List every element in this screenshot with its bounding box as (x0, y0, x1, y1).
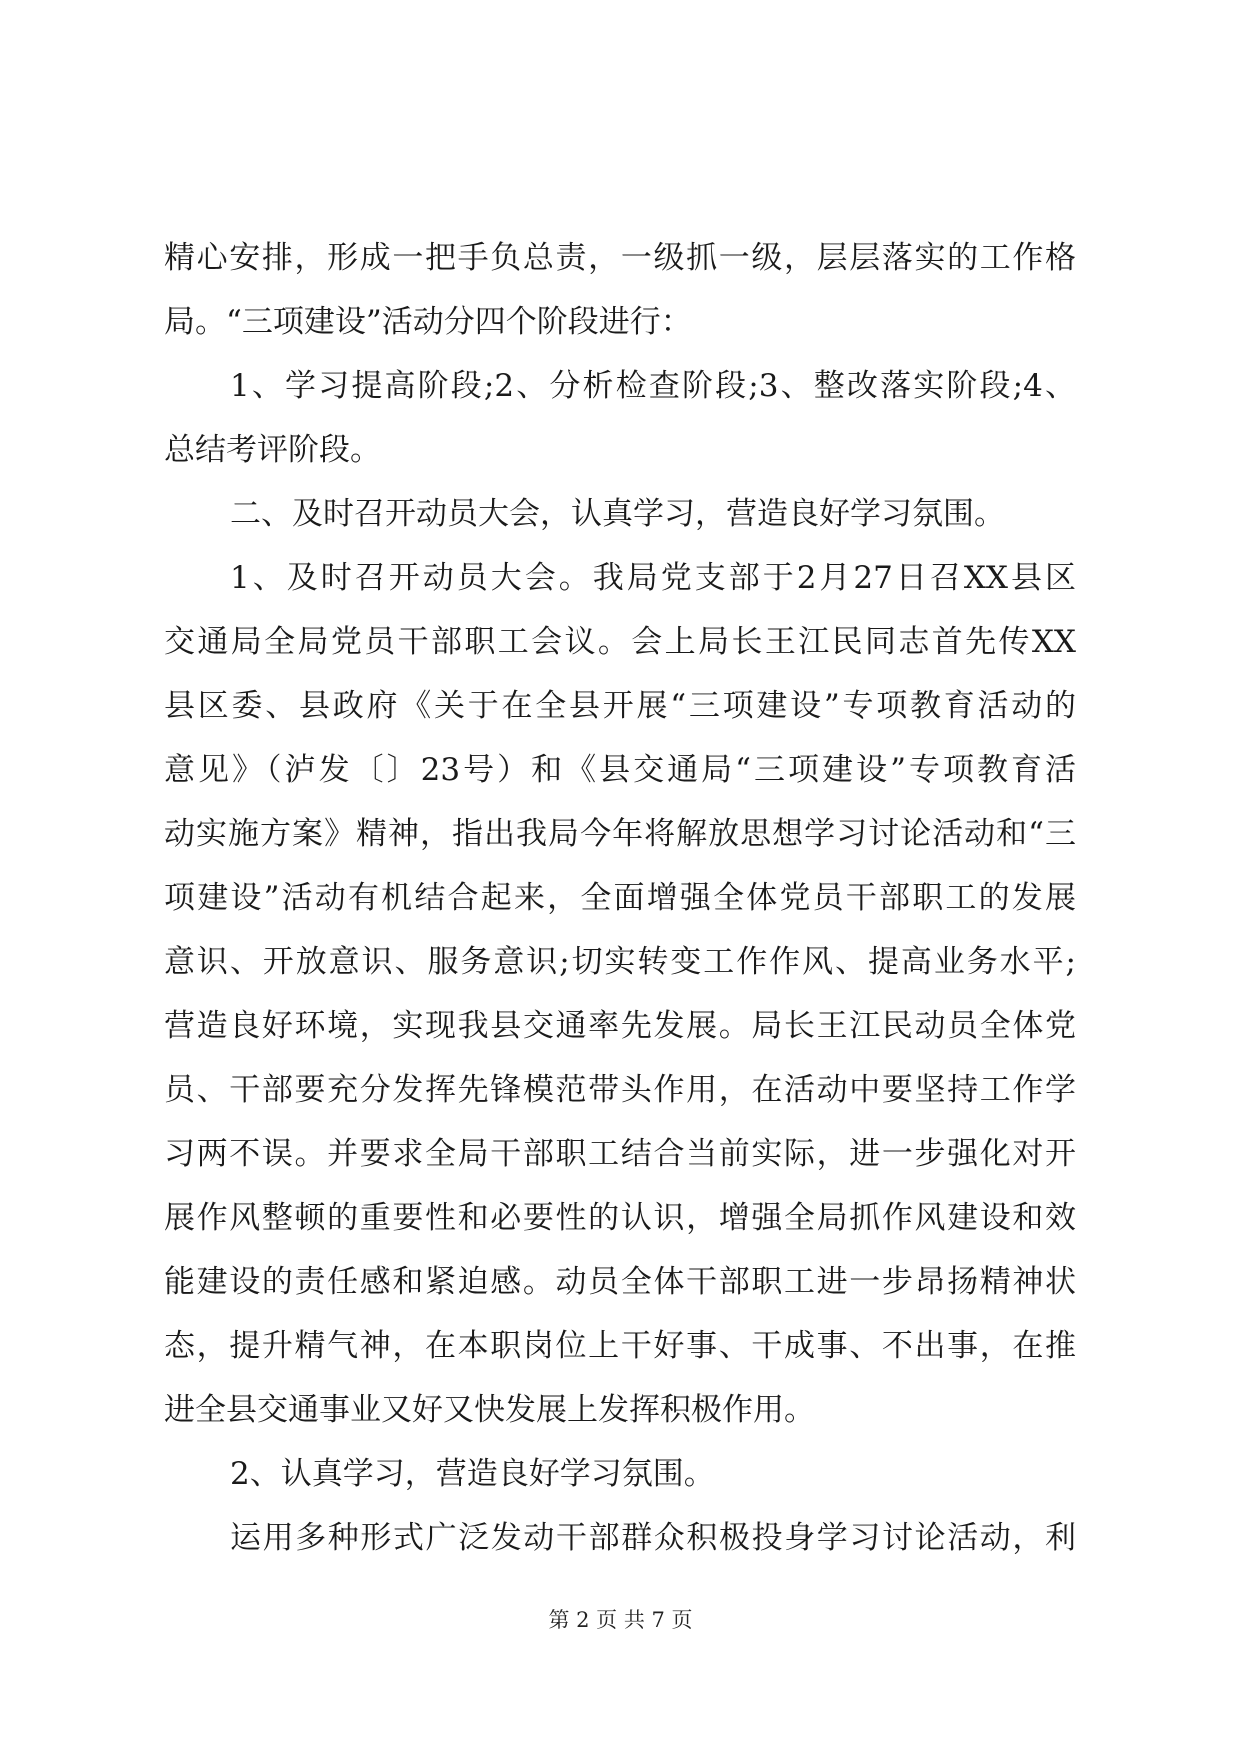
text-line: 1、及时召开动员大会。我局党支部于2月27日召XX县区 (230, 560, 1076, 596)
text-line: 精心安排，形成一把手负总责，一级抓一级，层层落实的工作格 (164, 240, 1076, 276)
text-line: 态，提升精气神，在本职岗位上干好事、干成事、不出事，在推 (164, 1328, 1076, 1364)
text-line: 县区委、县政府《关于在全县开展“三项建设”专项教育活动的 (164, 688, 1076, 724)
text-line: 习两不误。并要求全局干部职工结合当前实际，进一步强化对开 (164, 1136, 1076, 1172)
text-line: 展作风整顿的重要性和必要性的认识，增强全局抓作风建设和效 (164, 1200, 1076, 1236)
section-heading: 二、及时召开动员大会，认真学习，营造良好学习氛围。 (230, 496, 1005, 532)
subsection-heading: 2、认真学习，营造良好学习氛围。 (230, 1456, 715, 1492)
text-line: 营造良好环境，实现我县交通率先发展。局长王江民动员全体党 (164, 1008, 1076, 1044)
text-line: 局。“三项建设”活动分四个阶段进行： (164, 304, 692, 340)
text-line: 进全县交通事业又好又快发展上发挥积极作用。 (164, 1392, 815, 1428)
text-line: 运用多种形式广泛发动干部群众积极投身学习讨论活动，利 (230, 1520, 1076, 1556)
text-line: 总结考评阶段。 (164, 432, 381, 468)
text-line: 能建设的责任感和紧迫感。动员全体干部职工进一步昂扬精神状 (164, 1264, 1076, 1300)
text-line: 1、学习提高阶段;2、分析检查阶段;3、整改落实阶段;4、 (230, 368, 1076, 404)
document-body (164, 226, 1076, 1570)
text-line: 意识、开放意识、服务意识;切实转变工作作风、提高业务水平; (164, 944, 1076, 980)
text-line: 动实施方案》精神，指出我局今年将解放思想学习讨论活动和“三 (164, 816, 1076, 852)
text-line: 意见》（泸发〔〕23号）和《县交通局“三项建设”专项教育活 (164, 752, 1076, 788)
text-line: 交通局全局党员干部职工会议。会上局长王江民同志首先传XX (164, 624, 1076, 660)
text-line: 项建设”活动有机结合起来，全面增强全体党员干部职工的发展 (164, 880, 1076, 916)
page-footer: 第 2 页 共 7 页 (548, 1608, 693, 1632)
text-line: 员、干部要充分发挥先锋模范带头作用，在活动中要坚持工作学 (164, 1072, 1076, 1108)
